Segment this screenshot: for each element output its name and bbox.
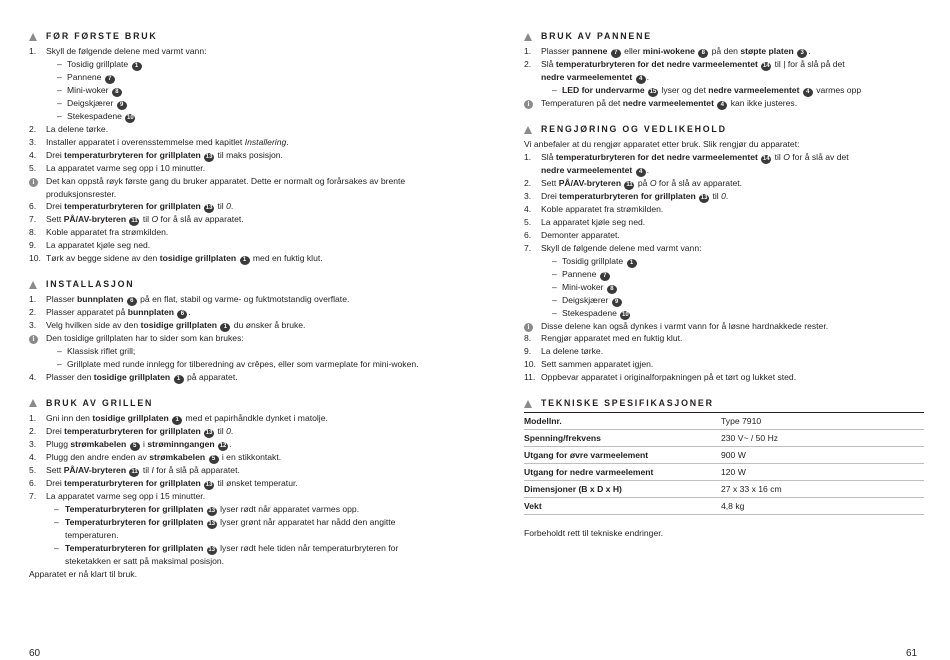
part-number-badge: 11 <box>131 468 138 475</box>
part-number-badge: 6 <box>127 297 137 306</box>
warning-triangle-icon <box>524 126 532 134</box>
list-item: 1. Gni inn den tosidige grillplaten 1 med et papirhåndkle dynket i matolje. <box>29 412 328 423</box>
list-item: 5. La apparatet varme seg opp i 10 minutter. <box>29 162 206 173</box>
part-number-badge: 1 <box>172 416 182 425</box>
sub-item: – Temperaturbryteren for grillplaten 13 lyser rødt hele tiden når temperaturbryteren for steketakken er satt på maksimal posisjon. <box>54 542 399 566</box>
part-number-badge: 11 <box>131 218 138 225</box>
part-number-badge: 7 <box>105 75 115 84</box>
sub-item: – LED for undervarme 15 lyser og det nedre varmeelementet 4 varmes opp <box>552 85 862 95</box>
info-note: i Den tosidige grillplaten har to sider som kan brukes: <box>29 332 447 345</box>
list-item: 3. Drei temperaturbryteren for grillplaten 13 til 0. <box>524 190 729 201</box>
part-number-badge: 8 <box>607 285 617 294</box>
list-item: 5. La apparatet kjøle seg ned. <box>524 216 646 227</box>
section-cleaning <box>524 123 942 384</box>
sub-item: – Temperaturbryteren for grillplaten 13 lyser rødt når apparatet varmes opp. <box>54 503 360 514</box>
list-item: 2. Plasser apparatet på bunnplaten 6 . <box>29 307 191 318</box>
list-item: 10. Sett sammen apparatet igjen. <box>524 359 654 370</box>
list-item: 6. Drei temperaturbryteren for grillplaten 13 til 0. <box>29 201 234 212</box>
info-icon: i <box>524 100 533 109</box>
part-number-badge: 11 <box>626 181 633 188</box>
section-installation <box>29 278 447 384</box>
list-item: 11. Oppbevar apparatet i originalforpakningen på et tørt og lukket sted. <box>524 372 797 383</box>
sub-item: – Deigskjærer 9 <box>524 294 942 307</box>
intro-text: Vi anbefaler at du rengjør apparatet etter bruk. Slik rengjør du apparatet: <box>524 139 800 149</box>
warning-triangle-icon <box>524 400 532 408</box>
sub-item: – Pannene 7 <box>524 268 942 281</box>
section-heading: INSTALLASJON <box>29 278 447 291</box>
part-number-badge: 8 <box>698 49 708 58</box>
list-item: 6. Demonter apparatet. <box>524 229 620 240</box>
part-number-badge: 9 <box>612 298 622 307</box>
section-heading: BRUK AV GRILLEN <box>29 397 447 410</box>
list-item: 3. Installer apparatet i overensstemmelse med kapitlet Installering. <box>29 136 289 147</box>
list-item: 4. Drei temperaturbryteren for grillplaten 13 til maks posisjon. <box>29 149 283 160</box>
list-item: 4. Plasser den tosidige grillplaten 1 på apparatet. <box>29 371 238 382</box>
list-item: 2. La delene tørke. <box>29 123 109 134</box>
sub-item: – Grillplate med runde innlegg for tilberedning av crêpes, eller som varmeplate for mini-woken. <box>57 359 419 370</box>
list-item: 2. Drei temperaturbryteren for grillplaten 13 til 0. <box>29 425 234 436</box>
part-number-badge: 4 <box>717 101 727 110</box>
list-item: 9. La apparatet kjøle seg ned. <box>29 240 151 251</box>
list-item: 5. Sett PÅ/AV-bryteren 11 til I for å slå på apparatet. <box>29 464 240 475</box>
sub-item: – Stekespadene 10 <box>552 307 629 318</box>
part-number-badge: 5 <box>130 442 140 451</box>
part-number-badge: 1 <box>174 375 184 384</box>
list-item: 7. Sett PÅ/AV-bryteren 11 til O for å slå av apparatet. <box>29 214 244 225</box>
part-number-badge: 10 <box>127 114 134 121</box>
section-heading: BRUK AV PANNENE <box>524 30 942 43</box>
section-using-grill <box>29 397 447 581</box>
part-number-badge: 7 <box>600 272 610 281</box>
part-number-badge: 12 <box>219 442 227 449</box>
list-item: 4. Koble apparatet fra strømkilden. <box>524 203 664 214</box>
sub-item: – Tosidig grillplate 1 <box>29 58 447 71</box>
part-number-badge: 1 <box>132 62 142 71</box>
info-icon: i <box>524 323 533 332</box>
part-number-badge: 9 <box>117 101 127 110</box>
section-heading: TEKNISKE SPESIFIKASJONER <box>524 397 942 410</box>
part-number-badge: 13 <box>700 194 708 201</box>
info-note: i Disse delene kan også dynkes i varmt vann for å løsne hardnakkede rester. <box>524 320 942 333</box>
list-item: 3. Plugg strømkabelen 5 i strøminngangen 12 . <box>29 438 232 449</box>
table-row: Utgang for øvre varmeelement 900 W <box>524 447 924 464</box>
section-using-pans <box>524 30 942 110</box>
page-number: 60 <box>29 648 41 659</box>
section-before-first-use <box>29 30 447 265</box>
sub-item: – Klassisk riflet grill; <box>57 346 136 357</box>
part-number-badge: 4 <box>803 88 813 97</box>
list-item: 7. La apparatet varme seg opp i 15 minutter. <box>29 490 206 501</box>
table-row: Vekt 4,8 kg <box>524 498 924 515</box>
closing-text: Apparatet er nå klart til bruk. <box>29 568 137 579</box>
warning-triangle-icon <box>524 33 532 41</box>
info-icon: i <box>29 178 38 187</box>
section-technical-specs <box>524 397 942 540</box>
part-number-badge: 3 <box>797 49 807 58</box>
sub-item: – Mini-woker 8 <box>524 281 942 294</box>
part-number-badge: 13 <box>208 546 216 553</box>
sub-item: – Tosidig grillplate 1 <box>524 255 942 268</box>
part-number-badge: 13 <box>205 481 213 488</box>
info-icon: i <box>29 335 38 344</box>
sub-item: – Temperaturbryteren for grillplaten 13 lyser grønt når apparatet har nådd den angitte temperaturen. <box>54 516 396 540</box>
table-row: Utgang for nedre varmeelement 120 W <box>524 464 924 481</box>
section-heading: FØR FØRSTE BRUK <box>29 30 447 43</box>
sub-item: – Deigskjærer 9 <box>29 97 447 110</box>
warning-triangle-icon <box>29 33 37 41</box>
part-number-badge: 10 <box>622 311 629 318</box>
list-item: 9. La delene tørke. <box>524 346 604 357</box>
list-item: 4. Plugg den andre enden av strømkabelen 5 i en stikkontakt. <box>29 451 282 462</box>
warning-triangle-icon <box>29 281 37 289</box>
part-number-badge: 13 <box>205 429 213 436</box>
part-number-badge: 13 <box>208 520 216 527</box>
table-row: Dimensjoner (B x D x H) 27 x 33 x 16 cm <box>524 481 924 498</box>
table-row: Spenning/frekvens 230 V~ / 50 Hz <box>524 430 924 447</box>
list-item: 2. Sett PÅ/AV-bryteren 11 på O for å slå av apparatet. <box>524 177 743 188</box>
list-item: 2. Slå temperaturbryteren for det nedre varmeelementet 14 til | for å slå på det nedre varmeelementet 4 . <box>524 59 845 82</box>
part-number-badge: 14 <box>762 63 770 69</box>
sub-item: – Mini-woker 8 <box>29 84 447 97</box>
list-item: 8. Koble apparatet fra strømkilden. <box>29 227 169 238</box>
list-item: 6. Drei temperaturbryteren for grillplaten 13 til ønsket temperatur. <box>29 477 298 488</box>
part-number-badge: 8 <box>112 88 122 97</box>
list-item: 7. Skyll de følgende delene med varmt vann: <box>524 242 702 253</box>
part-number-badge: 4 <box>636 75 646 84</box>
part-number-badge: 5 <box>209 455 219 464</box>
specs-table <box>524 412 924 515</box>
part-number-badge: 13 <box>205 153 213 160</box>
list-item: 10. Tørk av begge sidene av den tosidige grillplaten 1 med en fuktig klut. <box>29 253 323 264</box>
part-number-badge: 1 <box>220 323 230 332</box>
sub-item: – Pannene 7 <box>29 71 447 84</box>
info-note: i Det kan oppstå røyk første gang du bruker apparatet. Dette er normalt og forårsakes av brente produksjonsrester. <box>29 175 447 201</box>
list-item: 8. Rengjør apparatet med en fuktig klut. <box>524 333 683 344</box>
section-heading: RENGJØRING OG VEDLIKEHOLD <box>524 123 942 136</box>
part-number-badge: 13 <box>208 507 216 514</box>
sub-item: – Stekespadene 10 <box>57 110 134 121</box>
left-page <box>29 30 447 594</box>
list-item: 1. Plasser bunnplaten 6 på en flat, stabil og varme- og fuktmotstandig overflate. <box>29 294 350 305</box>
part-number-badge: 13 <box>205 205 213 212</box>
spec-footnote: Forbeholdt rett til tekniske endringer. <box>524 528 664 539</box>
part-number-badge: 6 <box>177 310 187 319</box>
page-number: 61 <box>906 648 918 659</box>
right-page <box>524 30 942 553</box>
list-item: 1. Slå temperaturbryteren for det nedre varmeelementet 14 til O for å slå av det nedre varmeelementet 4 . <box>524 151 849 175</box>
list-item: 1. Skyll de følgende delene med varmt vann: <box>29 46 207 56</box>
list-item: 1. Plasser pannene 7 eller mini-wokene 8 på den støpte platen 3 . <box>524 46 811 56</box>
list-item: 3. Velg hvilken side av den tosidige grillplaten 1 du ønsker å bruke. <box>29 320 306 331</box>
part-number-badge: 15 <box>649 89 657 95</box>
part-number-badge: 7 <box>611 49 621 58</box>
part-number-badge: 14 <box>762 155 770 162</box>
warning-triangle-icon <box>29 399 37 407</box>
part-number-badge: 1 <box>627 259 637 268</box>
part-number-badge: 1 <box>240 256 250 265</box>
info-note: i Temperaturen på det nedre varmeelementet 4 kan ikke justeres. <box>524 97 942 110</box>
part-number-badge: 4 <box>636 168 646 177</box>
table-row: Modellnr. Type 7910 <box>524 413 924 430</box>
